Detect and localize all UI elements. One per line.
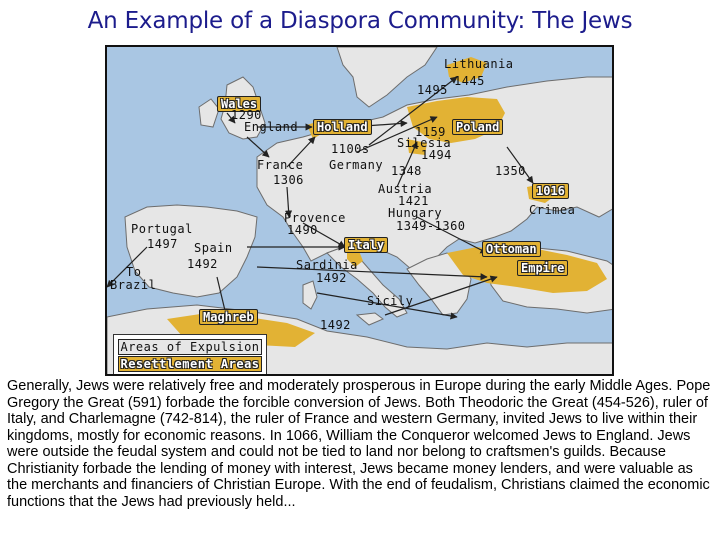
label-portugal: Portugal (131, 222, 193, 236)
label-year-1492-bottom: 1492 (320, 318, 351, 332)
label-ottoman: Ottoman (482, 241, 541, 257)
label-sardinia: Sardinia (296, 258, 358, 272)
label-austria: Austria (378, 182, 433, 196)
label-wales: Wales (217, 96, 261, 112)
label-poland: Poland (452, 119, 503, 135)
label-france: France (257, 158, 304, 172)
label-year-1445: 1445 (454, 74, 485, 88)
legend-resettlement-areas: Resettlement Areas (118, 356, 262, 372)
label-germany: Germany (329, 158, 384, 172)
label-year-1490: 1490 (287, 223, 318, 237)
label-year-1290: 1290 (231, 108, 262, 122)
label-year-1306: 1306 (273, 173, 304, 187)
label-provence: Provence (284, 211, 346, 225)
body-paragraph: Generally, Jews were relatively free and moderately prosperous in Europe during the early Middle Ages. Pope Gregory the Great (591) forbade the forcible conversion of Jews. Both Theodoric the Great (454-526), ruler of Italy, and Charlemagne (742-814), the ruler of France and western Germany, invited Jews to live within their kingdoms, mostly for economic reasons. In 1066, William the Conqueror welcomed Jews to England. Jews were outside the feudal system and could not be tied to land nor belong to craftsmen's guilds. Because Christianity forbade the lending of money with interest, Jews became money lenders, and were valuable as the merchants and financiers of Christian Europe. With the end of feudalism, Christians claimed the economic functions that the Jews had previously held... (7, 378, 711, 510)
label-year-1348: 1348 (391, 164, 422, 178)
label-italy: Italy (344, 237, 388, 253)
label-years-1349-1360: 1349-1360 (396, 219, 466, 233)
label-lithuania: Lithuania (444, 57, 514, 71)
label-year-1016: 1016 (532, 183, 569, 199)
map-legend (113, 334, 267, 376)
scandinavia-land (337, 47, 437, 107)
label-year-1159: 1159 (415, 125, 446, 139)
label-maghreb: Maghreb (199, 309, 258, 325)
label-silesia: Silesia (397, 136, 452, 150)
slide-title: An Example of a Diaspora Community: The Jews (87, 8, 633, 34)
sicily-land (357, 313, 383, 325)
label-crimea: Crimea (529, 203, 576, 217)
label-year-1492-sardinia: 1492 (316, 271, 347, 285)
label-england: England (244, 120, 299, 134)
legend-areas-of-expulsion: Areas of Expulsion (118, 339, 262, 355)
label-year-1497: 1497 (147, 237, 178, 251)
label-year-1421: 1421 (398, 194, 429, 208)
label-year-1492-spain: 1492 (187, 257, 218, 271)
label-brazil: Brazil (110, 278, 157, 292)
label-spain: Spain (194, 241, 233, 255)
diaspora-map (105, 45, 614, 376)
arrow-england-france (247, 137, 269, 157)
label-year-1350: 1350 (495, 164, 526, 178)
label-year-1100s: 1100s (331, 142, 370, 156)
label-holland: Holland (313, 119, 372, 135)
label-empire: Empire (517, 260, 568, 276)
label-year-1495: 1495 (417, 83, 448, 97)
sardinia-land (303, 281, 317, 309)
label-sicily: Sicily (367, 294, 414, 308)
label-hungary: Hungary (388, 206, 443, 220)
label-year-1494: 1494 (421, 148, 452, 162)
ireland-land (199, 99, 219, 127)
label-to: To (126, 265, 142, 279)
